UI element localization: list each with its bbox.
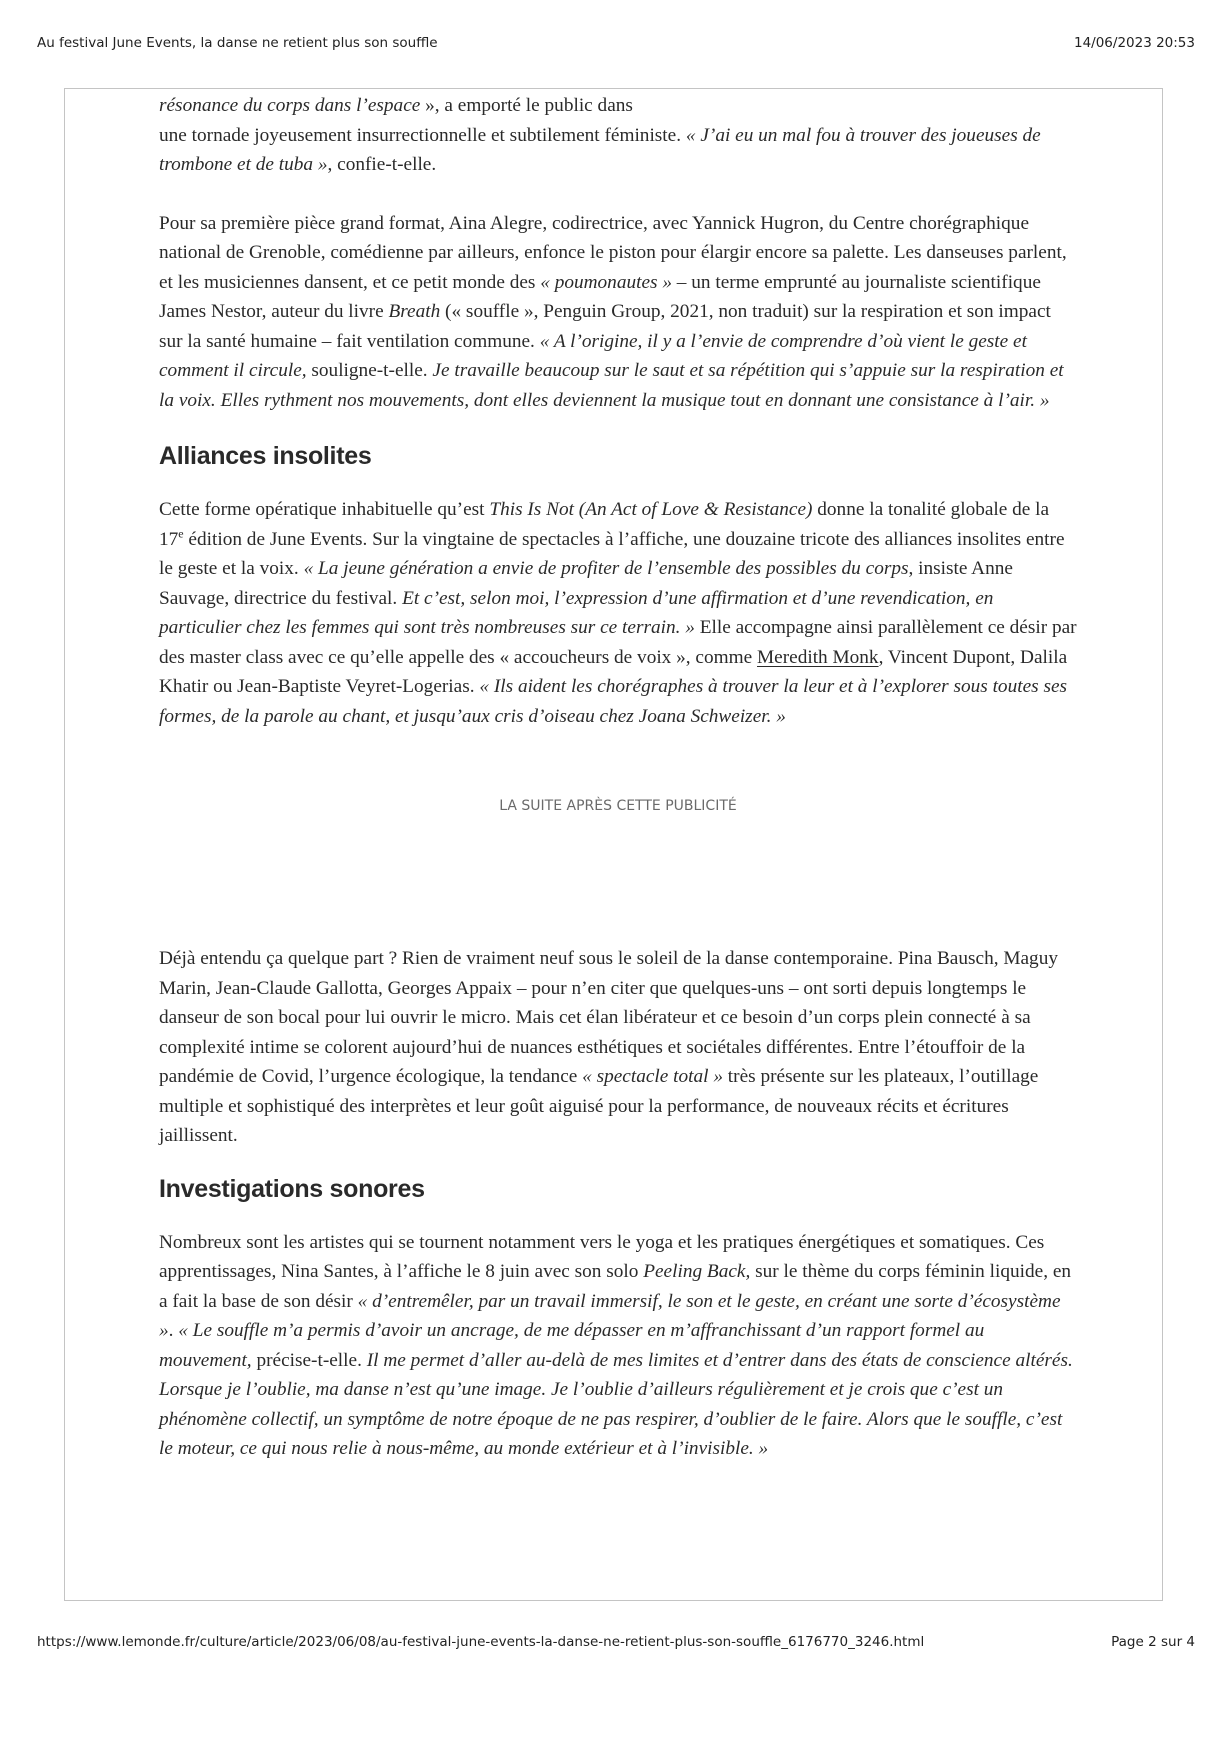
paragraph: Nombreux sont les artistes qui se tournent notamment vers le yoga et les pratiques énergétiques et somatiques. Ces apprentissages, Nina Santes, à l’affiche le 8 juin avec son solo Peeling Back, sur le thème du corps féminin liquide, en a fait la base de son désir « d’entremêler, par un travail immersif, le son et le geste, en créant une sorte d’écosystème ». « Le souffle m’a permis d’avoir un ancrage, de me dépasser en m’affranchissant d’un rapport formel au mouvement, précise-t-elle. Il me permet d’aller au-delà de mes limites et d’entrer dans des états de conscience altérés. Lorsque je l’oublie, ma danse n’est qu’une image. Je l’oublie d’ailleurs régulièrement et je crois que c’est un phénomène collectif, un symptôme de notre époque de ne pas respirer, d’oublier de le faire. Alors que le souffle, c’est le moteur, ce qui nous relie à nous-même, au monde extérieur et à l’invisible. » <box>159 1231 1073 1459</box>
italic-text: « A l’origine, il y a l’envie de comprendre d’où vient le geste et comment il circule, <box>159 330 1027 381</box>
italic-text: « poumonautes » <box>540 271 672 293</box>
italic-text: « La jeune génération a envie de profiter de l’ensemble des possibles du corps <box>303 558 909 579</box>
italic-text: « Ils aident les chorégraphes à trouver la leur et à l’explorer sous toutes ses formes, de la parole au chant, et jusqu’aux cris d’oiseau chez Joana Schweizer. » <box>159 676 1068 727</box>
section-heading: Alliances insolites <box>159 442 372 470</box>
italic-text: résonance du corps dans l’espace <box>159 95 421 116</box>
italic-text: Il me permet d’aller au-delà de mes limites et d’entrer dans des états de conscience altérés. Lorsque je l’oublie, ma danse n’est qu’une image. Je l’oublie d’ailleurs régulièrement et je crois que c’est un phénomène collectif, un symptôme de notre époque de ne pas respirer, d’oublier de le faire. Alors que le souffle, c’est le moteur, ce qui nous relie à nous-même, au monde extérieur et à l’invisible. » <box>159 1349 1073 1459</box>
paragraph: Pour sa première pièce grand format, Aina Alegre, codirectrice, avec Yannick Hugron, du Centre chorégraphique national de Grenoble, comédienne par ailleurs, enfonce le piston pour élargir encore sa palette. Les danseuses parlent, et les musiciennes dansent, et ce petit monde des « poumonautes » – un terme emprunté au journaliste scientifique James Nestor, auteur du livre Breath (« souffle », Penguin Group, 2021, non traduit) sur la respiration et son impact sur la santé humaine – fait ventilation commune. « A l’origine, il y a l’envie de comprendre d’où vient le geste et comment il circule, souligne-t-elle. Je travaille beaucoup sur le saut et sa répétition qui s’appuie sur la respiration et la voix. Elles rythment nos mouvements, dont elles deviennent la musique tout en donnant une consistance à l’air. » <box>159 212 1067 411</box>
italic-text: « d’entremêler, par un travail immersif, le son et le geste, en créant une sorte d’écosystème » <box>159 1290 1061 1341</box>
section-heading: Investigations sonores <box>159 1174 425 1203</box>
superscript: e <box>178 526 184 541</box>
print-footer <box>37 1634 1195 1650</box>
paragraph: résonance du corps dans l’espace », a emporté le public dans une tornade joyeusement insurrectionnelle et subtilement féministe. « J’ai eu un mal fou à trouver des joueuses de trombone et de tuba », confie-t-elle. <box>159 95 1041 175</box>
print-header <box>37 35 1195 51</box>
print-datetime: 14/06/2023 20:53 <box>1073 35 1195 51</box>
page-title: Au festival June Events, la danse ne retient plus son souffle <box>37 35 438 51</box>
article-body <box>159 89 1077 1464</box>
paragraph: Cette forme opératique inhabituelle qu’est This Is Not (An Act of Love & Resistance) donne la tonalité globale de la 17e édition de June Events. Sur la vingtaine de spectacles à l’affiche, une douzaine tricote des alliances insolites entre le geste et la voix. « La jeune génération a envie de profiter de l’ensemble des possibles du corps, insiste Anne Sauvage, directrice du festival. Et c’est, selon moi, l’expression d’une affirmation et d’une revendication, en particulier chez les femmes qui sont très nombreuses sur ce terrain. » Elle accompagne ainsi parallèlement ce désir par des master class avec ce qu’elle appelle des « accoucheurs de voix », comme Meredith Monk, Vincent Dupont, Dalila Khatir ou Jean-Baptiste Veyret-Logerias. « Ils aident les chorégraphes à trouver la leur et à l’explorer sous toutes ses formes, de la parole au chant, et jusqu’aux cris d’oiseau chez Joana Schweizer. » <box>159 499 1077 727</box>
italic-text: Je travaille beaucoup sur le saut et sa répétition qui s’appuie sur la respiration et la voix. Elles rythment nos mouvements, dont elles deviennent la musique tout en donnant une consistance à l’air. » <box>159 360 1064 411</box>
italic-text: Breath <box>388 301 441 322</box>
ad-slot <box>159 816 1077 944</box>
ad-label: LA SUITE APRÈS CETTE PUBLICITÉ <box>499 798 737 814</box>
italic-text: « spectacle total » <box>582 1066 723 1087</box>
article-frame <box>64 88 1163 1601</box>
page-url: https://www.lemonde.fr/culture/article/2023/06/08/au-festival-june-events-la-danse-ne-retient-plus-son-souffle_6176770_3246.html <box>37 1634 925 1650</box>
italic-text: Peeling Back, <box>643 1261 751 1282</box>
paragraph: Déjà entendu ça quelque part ? Rien de vraiment neuf sous le soleil de la danse contemporaine. Pina Bausch, Maguy Marin, Jean-Claude Gallotta, Georges Appaix – pour n’en citer que quelques-uns – ont sorti depuis longtemps le danseur de son bocal pour lui ouvrir le micro. Mais cet élan libérateur et ce besoin d’un corps plein connecté à sa complexité intime se colorent aujourd’hui de nuances esthétiques et sociétales différentes. Entre l’étouffoir de la pandémie de Covid, l’urgence écologique, la tendance « spectacle total » très présente sur les plateaux, l’outillage multiple et sophistiqué des interprètes et leur goût aiguisé pour la performance, de nouveaux récits et écritures jaillissent. <box>159 948 1058 1146</box>
page-number: Page 2 sur 4 <box>1111 1634 1195 1650</box>
italic-text: Et c’est, selon moi, l’expression d’une affirmation et d’une revendication, en particulier chez les femmes qui sont très nombreuses sur ce terrain. » <box>159 587 994 638</box>
italic-text: « J’ai eu un mal fou à trouver des joueuses de trombone et de tuba » <box>159 124 1041 175</box>
italic-text: This Is Not (An Act of Love & Resistance) <box>489 499 813 520</box>
inline-link[interactable]: Meredith Monk <box>757 646 879 668</box>
italic-text: « Le souffle m’a permis d’avoir un ancrage, de me dépasser en m’affranchissant d’un rapport formel au mouvement, <box>159 1320 985 1371</box>
